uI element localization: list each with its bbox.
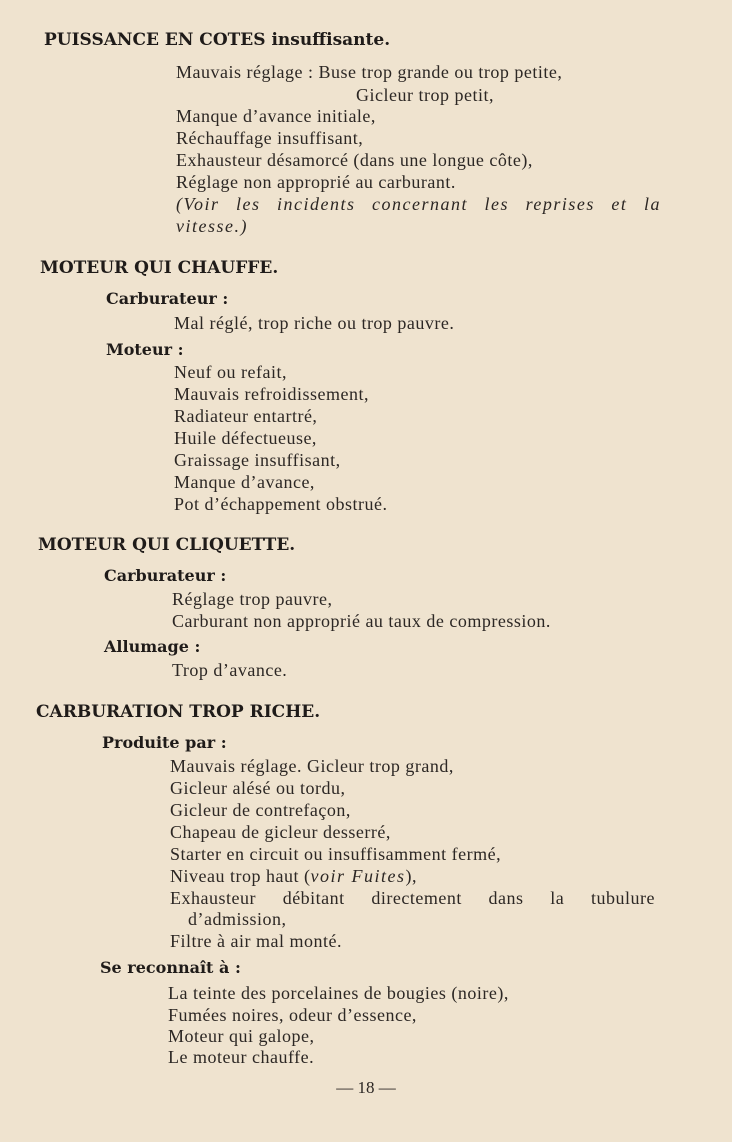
text-line: Gicleur de contrefaçon, — [170, 800, 351, 820]
word: dans — [488, 888, 524, 908]
text-line: Gicleur trop petit, — [356, 85, 494, 105]
text-line: Réchauffage insuffisant, — [176, 128, 364, 148]
text-line: Huile défectueuse, — [174, 428, 317, 448]
text-line: Graissage insuffisant, — [174, 450, 341, 470]
note-word: incidents — [277, 194, 356, 214]
text-line: Réglage trop pauvre, — [172, 589, 333, 609]
text-line: Carburant non approprié au taux de compression. — [172, 611, 551, 631]
text-line: Manque d’avance, — [174, 472, 315, 492]
group-label: Moteur : — [106, 340, 184, 359]
group-label: Se reconnaît à : — [100, 958, 241, 977]
text-line: Radiateur entartré, — [174, 406, 318, 426]
page-number: — 18 — — [336, 1078, 396, 1097]
text-line: Mal réglé, trop riche ou trop pauvre. — [174, 313, 455, 333]
note-word: les — [484, 194, 510, 214]
text-line: Mauvais refroidissement, — [174, 384, 369, 404]
section-heading-carburation-riche: CARBURATION TROP RICHE. — [36, 702, 321, 722]
text-line: Trop d’avance. — [172, 660, 288, 680]
note-word: reprises — [525, 194, 595, 214]
section-heading-puissance: PUISSANCE EN COTES insuffisante. — [44, 30, 391, 50]
word: directement — [371, 888, 462, 908]
note-word: la — [643, 194, 661, 214]
group-label: Carburateur : — [104, 566, 227, 585]
group-label: Allumage : — [104, 637, 201, 656]
text-line: Starter en circuit ou insuffisamment fermé, — [170, 844, 502, 864]
text-line: Fumées noires, odeur d’essence, — [168, 1005, 417, 1025]
word: tubulure — [590, 888, 655, 908]
note-line-end: vitesse.) — [176, 216, 248, 236]
text-line: Exhausteur désamorcé (dans une longue côte), — [176, 150, 533, 170]
group-label: Produite par : — [102, 733, 227, 752]
text-line: Moteur qui galope, — [168, 1026, 315, 1046]
text-line: Pot d’échappement obstrué. — [174, 494, 388, 514]
note-word: (Voir — [176, 194, 220, 214]
text-line: Réglage non approprié au carburant. — [176, 172, 456, 192]
text-line: La teinte des porcelaines de bougies (noire), — [168, 983, 509, 1003]
text-line: d’admission, — [188, 909, 287, 929]
text-line: Chapeau de gicleur desserré, — [170, 822, 391, 842]
note-word: concernant — [372, 194, 469, 214]
text-line: Le moteur chauffe. — [168, 1047, 315, 1067]
note-word: les — [236, 194, 261, 214]
text-line: Filtre à air mal monté. — [170, 931, 342, 951]
word: la — [550, 888, 565, 908]
text-line: Mauvais réglage : Buse trop grande ou trop petite, — [176, 62, 563, 82]
note-line — [176, 194, 661, 215]
group-label: Carburateur : — [106, 289, 229, 308]
word: Exhausteur — [170, 888, 256, 908]
word: débitant — [282, 888, 345, 908]
text-line: Neuf ou refait, — [174, 362, 287, 382]
text-line: Manque d’avance initiale, — [176, 106, 376, 126]
text-line: Mauvais réglage. Gicleur trop grand, — [170, 756, 454, 776]
text-line-exhausteur — [170, 888, 655, 909]
section-heading-moteur-chauffe: MOTEUR QUI CHAUFFE. — [40, 258, 279, 278]
text-line: Gicleur alésé ou tordu, — [170, 778, 346, 798]
text-line-niveau: Niveau trop haut (voir Fuites), — [170, 866, 417, 886]
note-word: et — [611, 194, 628, 214]
section-heading-moteur-cliquette: MOTEUR QUI CLIQUETTE. — [38, 535, 296, 555]
